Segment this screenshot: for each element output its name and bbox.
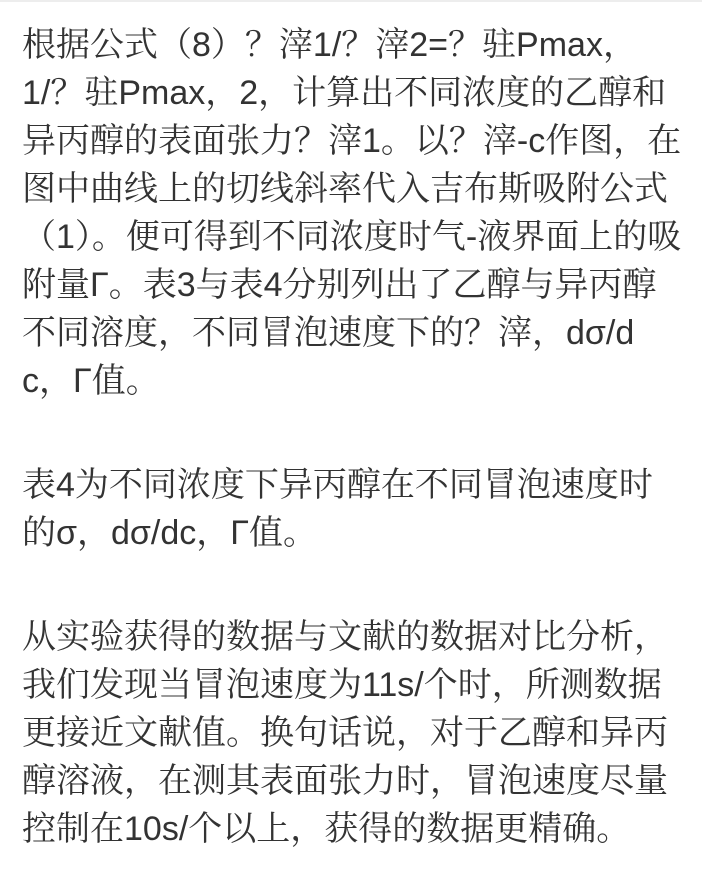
paragraph-formula-calculation: 根据公式（8）？滓1/？滓2=？驻Pmax，1/？驻Pmax，2，计算出不同浓度的乙醇和异丙醇的表面张力？滓1。以？滓-c作图，在图中曲线上的切线斜率代入吉布斯吸附公式（1）。便可得到不同浓度时气-液界面上的吸附量Γ。表3与表4分别列出了乙醇与异丙醇不同溶度，不同冒泡速度下的？滓，dσ/dc，Γ值。 (22, 26, 682, 400)
paragraph-table4-description: 表4为不同浓度下异丙醇在不同冒泡速度时的σ，dσ/dc，Γ值。 (22, 466, 653, 552)
paragraph-conclusion-analysis: 从实验获得的数据与文献的数据对比分析，我们发现当冒泡速度为11s/个时，所测数据更接近文献值。换句话说，对于乙醇和异丙醇溶液，在测其表面张力时，冒泡速度尽量控制在10s/个以上，获得的数据更精确。 (22, 618, 668, 848)
